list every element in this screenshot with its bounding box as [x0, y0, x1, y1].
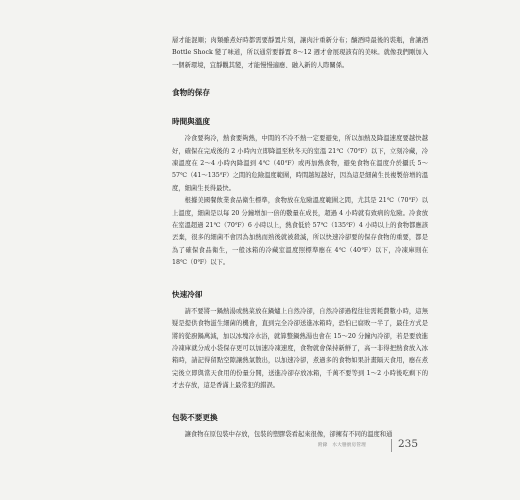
page-content [172, 35, 428, 441]
footer-divider [391, 439, 392, 452]
paragraph-time-temperature-1: 冷食要夠冷，熱食要夠熱，中間的不冷不熱一定要避免，所以加熱及降溫速度要越快越好，確保在完成後的 2 小時內立即降溫至秋冬天的室溫 21℃（70℉）以下，立刻冷藏，冷凍溫度在 2～4 小時內降溫到 4℃（40℉）或再加熱食物，避免食物在溫度介於攝氏 5～57℃（41～135℉）之間的危險溫度範圍，時間越短越好，因為這是細菌生長複製倍增的溫度，細菌生長得最快。 [172, 135, 428, 192]
paragraph-quick-cooling: 請不要將一鍋熱湯或熱菜放在鍋爐上自然冷卻，自然冷卻過程往往需耗費數小時，這無疑是提供食物滋生細菌的機會，直到完全冷卻送進冰箱時，恐怕已腐敗一半了，最佳方式是將的從廚鍋萬減，加以冰塊冷水浴，就算整鍋熱湯也會在 15～20 分鐘內冷卻，若是要放進冷凍庫就分成小袋保存更可以加速冷凍速度，食物就會保持新鮮了，高一非得把熱食放入冰箱時，請記得留點空隙讓熱氣散出，以加速冷卻，煮過多的食物如果計畫隔天食用，應在煮完後立即與當天食用的份量分開，送進冷卻存放冰箱，千萬不要等到 1～2 小時後吃剩下的才去存放，這是香滿上最常犯的錯誤。 [172, 307, 428, 390]
paragraph-packaging: 讓食物在原包裝中存放，包裝的塑膠袋看起來很像，卻擁有不同的溫度和通 [184, 430, 393, 438]
subheading-time-temperature: 時間與溫度 [172, 117, 210, 127]
paragraph-time-temperature-2: 根據美國餐飲業食品衛生標準，食物放在危險溫度範圍之間，尤其是 21℃（70℉）以上溫度，細菌是以每 20 分鐘增加一倍的數量在成長，超過 4 小時就有致病的危險。冷食放在室溫超過 21℃（70℉）6 小時以上，熱食低於 57℃（135℉）4 小時以上的食物都應該丟棄，很多的細菌不會因為加熱而熟後就被殺滅，所以快速冷卻要的保存食物的重要，都是為了確保食品衛生，一般冰箱的冷藏室溫度照標準應在 4℃（40℉）以下，冷凍庫則在 18℃（0℉）以下。 [172, 197, 428, 267]
section-heading: 食物的保存 [172, 88, 210, 98]
page-footer [318, 439, 428, 453]
running-head: 附錄 水大膳廚房管理 [318, 443, 366, 448]
subheading-packaging: 包裝不要更換 [172, 412, 218, 422]
intro-paragraph: 層才能混順；肉類雖煮好時都需要靜置片刻，讓肉汁重新分布；釀酒時最後的裝瓶，會讓酒 Bottle Shock 變了味道，所以通常要靜置 8～12 週才會展現該有的美味。就像我們剛加入一個新環境，宜靜觀其變，才能慢慢適應、融入新的人際關係。 [172, 37, 428, 69]
page-number: 235 [398, 438, 419, 450]
subheading-quick-cooling: 快速冷卻 [172, 289, 203, 299]
